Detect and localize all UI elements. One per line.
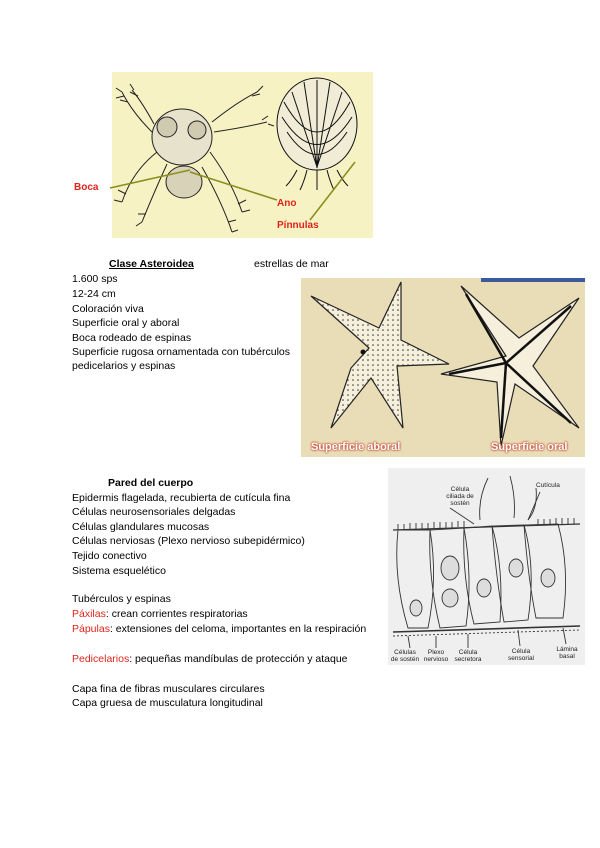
label-celulas-sosten: Células de sostén bbox=[390, 649, 420, 663]
pared-heading: Pared del cuerpo bbox=[108, 477, 194, 489]
pedicelarios-term: Pedicelarios bbox=[72, 653, 130, 665]
label-lamina-basal: Lámina basal bbox=[556, 646, 578, 660]
muscle-line: Capa fina de fibras musculares circulares bbox=[72, 683, 265, 695]
histology-drawing bbox=[388, 468, 585, 665]
pared-line: Células neurosensoriales delgadas bbox=[72, 506, 236, 518]
starfish-figure bbox=[301, 278, 585, 457]
papulas-desc: : extensiones del celoma, importantes en la respiración bbox=[109, 623, 367, 635]
asteroidea-line: 1.600 sps bbox=[72, 273, 118, 285]
label-cuticula: Cutícula bbox=[536, 482, 560, 489]
asteroidea-line: Boca rodeado de espinas bbox=[72, 332, 192, 344]
label-pinnulas: Pínnulas bbox=[277, 220, 319, 231]
pared-line: Sistema esquelético bbox=[72, 565, 166, 577]
starfish-drawing bbox=[301, 278, 585, 457]
label-plexo-nervioso: Plexo nervioso bbox=[423, 649, 449, 663]
crinoid-drawing bbox=[72, 72, 373, 238]
asteroidea-line: Coloración viva bbox=[72, 303, 144, 315]
asteroidea-line: 12-24 cm bbox=[72, 288, 116, 300]
asteroidea-line: Superficie oral y aboral bbox=[72, 317, 180, 329]
paxilas-desc: : crean corrientes respiratorias bbox=[105, 608, 248, 620]
muscle-line: Capa gruesa de musculatura longitudinal bbox=[72, 697, 263, 709]
papulas-term: Pápulas bbox=[72, 623, 110, 635]
pared-line: Tejido conectivo bbox=[72, 550, 147, 562]
pared-line: Epidermis flagelada, recubierta de cutícula fina bbox=[72, 492, 291, 504]
label-celula-ciliada: Célula ciliada de sostén bbox=[446, 486, 474, 507]
pared-line: Células nerviosas (Plexo nervioso subepidérmico) bbox=[72, 535, 305, 547]
crinoid-figure bbox=[72, 72, 373, 238]
pedicelarios-line bbox=[72, 652, 348, 666]
label-celula-secretora: Célula secretora bbox=[454, 649, 482, 663]
label-boca: Boca bbox=[74, 182, 99, 193]
label-ano: Ano bbox=[277, 198, 297, 209]
label-celula-sensorial: Célula sensorial bbox=[507, 648, 534, 662]
asteroidea-paragraph: Superficie rugosa ornamentada con tubérculos pedicelarios y espinas bbox=[72, 346, 290, 372]
asteroidea-heading: Clase Asteroidea bbox=[109, 258, 194, 270]
pedicelarios-desc: : pequeñas mandíbulas de protección y ataque bbox=[129, 653, 348, 665]
papulas-line bbox=[72, 622, 378, 636]
asteroidea-common-name: estrellas de mar bbox=[254, 258, 329, 270]
histology-figure bbox=[388, 468, 585, 665]
tuberculos-line: Tubérculos y espinas bbox=[72, 593, 171, 605]
label-superficie-oral: Superficie oral bbox=[491, 441, 568, 453]
label-superficie-aboral: Superficie aboral bbox=[311, 441, 401, 453]
pared-line: Células glandulares mucosas bbox=[72, 521, 210, 533]
paxilas-line bbox=[72, 607, 248, 621]
paxilas-term: Páxilas bbox=[72, 608, 106, 620]
